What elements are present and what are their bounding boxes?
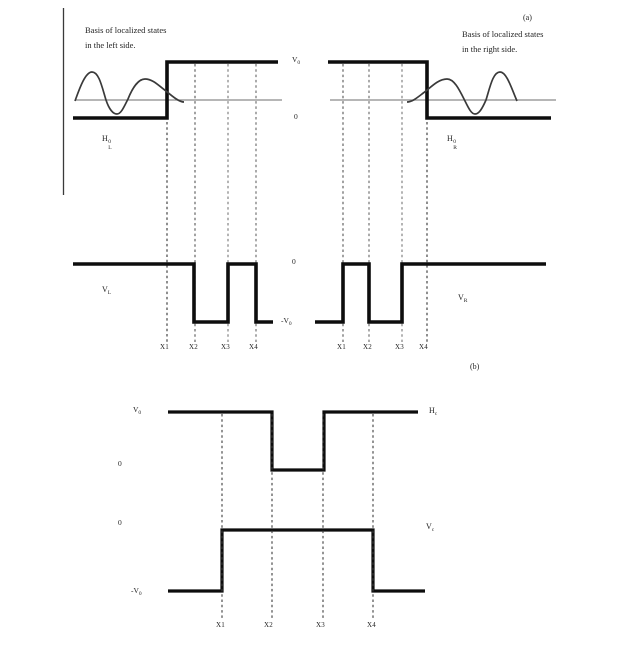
panel-b-tag: (b) <box>470 362 480 371</box>
hc-potential-line <box>168 412 418 470</box>
x2-label-right: X2 <box>363 343 372 351</box>
caption-left-line1: Basis of localized states <box>85 25 167 35</box>
x4-label-right: X4 <box>419 343 428 351</box>
caption-right-side <box>462 27 543 57</box>
vr-potential-line <box>315 264 546 322</box>
panel-a-tag: (a) <box>523 13 532 22</box>
x4-label-b: X4 <box>367 621 376 629</box>
hl-v0-label: $V_0$ <box>292 55 301 66</box>
x2-label-left: X2 <box>189 343 198 351</box>
caption-right-line1: Basis of localized states <box>462 29 544 39</box>
caption-left-side <box>85 23 166 53</box>
vc-label: $V_c$ <box>426 522 435 533</box>
x3-label-left: X3 <box>221 343 230 351</box>
hl-hamiltonian-label: H 0 L <box>102 134 112 151</box>
vc-negv0-label: $-V_0$ <box>131 586 142 597</box>
vl-zero-label: 0 <box>292 257 296 266</box>
hc-zero-label: 0 <box>118 459 122 468</box>
vr-label: $V_R$ <box>458 293 468 304</box>
hc-label: $H_c$ <box>429 406 438 417</box>
hl-zero-label: 0 <box>294 112 298 121</box>
x1-label-right: X1 <box>337 343 346 351</box>
x2-label-b: X2 <box>264 621 273 629</box>
hc-v0-label: $V_0$ <box>133 405 142 416</box>
x1-label-b: X1 <box>216 621 225 629</box>
vl-negv0-label: $-V_0$ <box>281 316 292 327</box>
x3-label-b: X3 <box>316 621 325 629</box>
hr-step-potential-line <box>328 62 551 118</box>
x3-label-right: X3 <box>395 343 404 351</box>
hr-hamiltonian-label: H 0 R <box>447 134 457 151</box>
caption-left-line2: in the left side. <box>85 40 136 50</box>
vc-potential-line <box>168 530 425 591</box>
vc-zero-label: 0 <box>118 518 122 527</box>
caption-right-line2: in the right side. <box>462 44 518 54</box>
vl-label: $V_L$ <box>102 285 112 296</box>
right-wavefunction <box>407 72 517 114</box>
x1-label-left: X1 <box>160 343 169 351</box>
x4-label-left: X4 <box>249 343 258 351</box>
